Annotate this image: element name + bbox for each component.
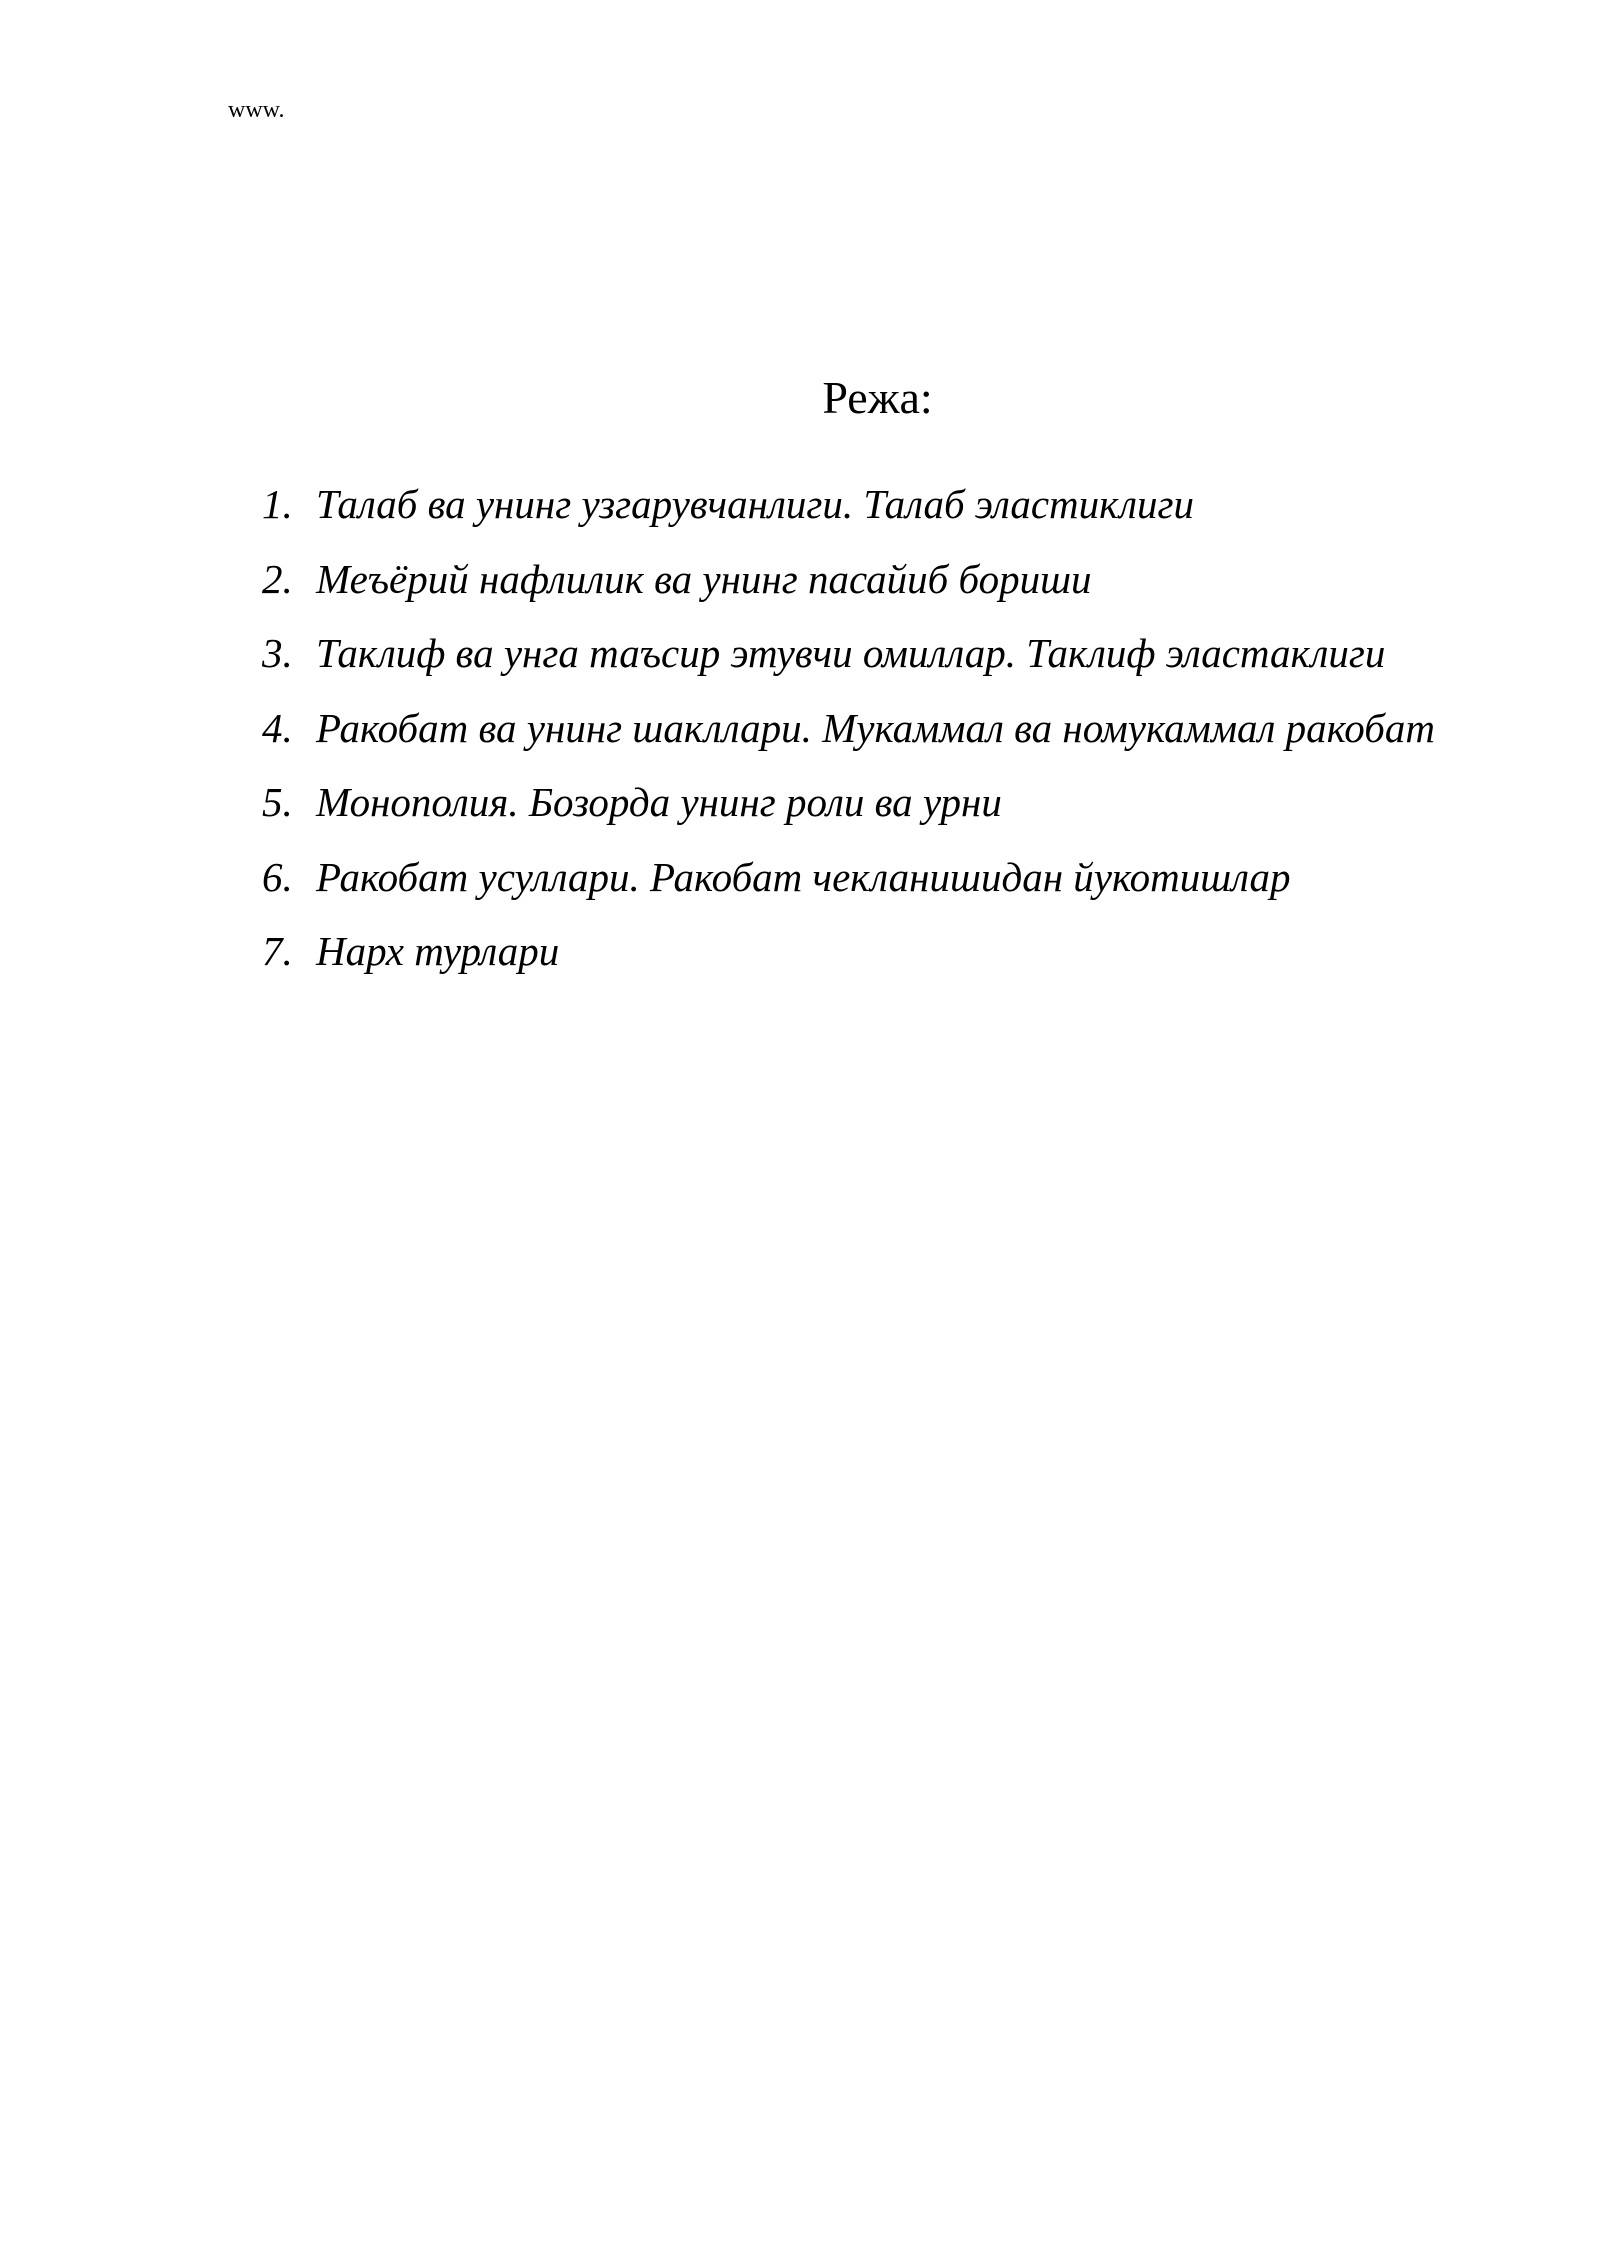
plan-item-3: [262, 616, 1482, 691]
plan-item-number: 7.: [262, 928, 293, 974]
plan-item-number: 2.: [262, 555, 293, 602]
plan-item-6: [262, 840, 1482, 915]
plan-title: Режа:: [822, 372, 933, 423]
plan-item-number: 5.: [262, 779, 293, 825]
plan-item-text: Монополия. Бозорда унинг роли ва урни: [316, 779, 1002, 825]
plan-item-text: Ракобат усуллари. Ракобат чекланишидан йукотишлар: [316, 853, 1291, 900]
plan-item-number: 1.: [262, 481, 293, 527]
header-url-text: www.: [228, 97, 285, 123]
plan-item-text: Нарх турлари: [316, 928, 560, 974]
plan-item-1: [262, 467, 1482, 542]
plan-item-2: [262, 542, 1482, 617]
plan-item-text: Таклиф ва унга таъсир этувчи омиллар. Таклиф эластаклиги: [316, 630, 1386, 676]
plan-item-4: [262, 691, 1482, 766]
plan-item-text: Талаб ва унинг узгарувчанлиги. Талаб эластиклиги: [316, 481, 1195, 527]
plan-item-5: [262, 765, 1482, 840]
plan-item-number: 3.: [262, 630, 293, 676]
plan-item-number: 4.: [262, 704, 293, 751]
plan-item-text: Меъёрий нафлилик ва унинг пасайиб бориши: [316, 555, 1092, 602]
plan-item-7: [262, 914, 1482, 989]
plan-item-text: Ракобат ва унинг шакллари. Мукаммал ва номукаммал ракобат: [316, 704, 1435, 751]
plan-item-number: 6.: [262, 853, 293, 900]
plan-list: [262, 467, 1482, 989]
